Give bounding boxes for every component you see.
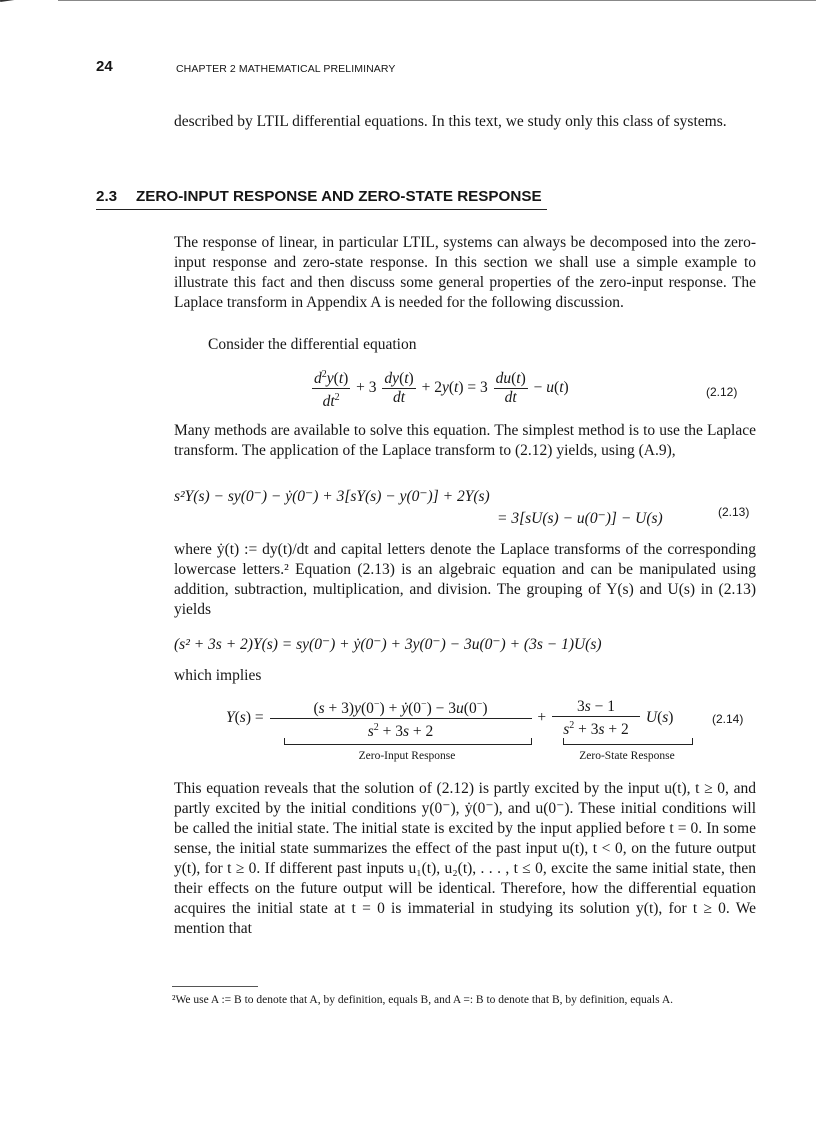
paragraph-where: where ẏ(t) := dy(t)/dt and capital letters denote the Laplace transforms of the corresponding lowercase letters.² Equation (2.13) is an algebraic equation and can be manipulated using addition, subtraction, multiplication, and division. The grouping of Y(s) and U(s) in (2.13) yields bbox=[174, 541, 756, 618]
label-zero-input-response: Zero-Input Response bbox=[358, 750, 456, 762]
intro-paragraph: described by LTIL differential equations. In this text, we study only this class of systems. bbox=[174, 113, 727, 130]
section-title: ZERO-INPUT RESPONSE AND ZERO-STATE RESPONSE bbox=[136, 188, 542, 205]
section-heading bbox=[96, 188, 542, 205]
footnote-2: ²We use A := B to denote that A, by definition, equals B, and A =: B to denote that B, by definition, equals A. bbox=[172, 994, 673, 1006]
section-number: 2.3 bbox=[96, 188, 118, 205]
scan-corner-mark bbox=[0, 0, 40, 2]
section-underline bbox=[96, 209, 547, 210]
equation-2-13-line-2: = 3[sU(s) − u(0⁻)] − U(s) bbox=[497, 510, 663, 527]
paragraph-consider: Consider the differential equation bbox=[208, 336, 417, 353]
equation-2-14: Y(s) = $\frac{(s + 3)y(0^-) + ẏ(0^-) - 3u(0^-)}{s^2 + 3s + 2}$ + $\frac{3s - 1}{s^2 + 3s + 2}$ U(s) bbox=[226, 696, 673, 741]
scan-top-line bbox=[58, 0, 816, 1]
fraction-dy-dt: $\frac{dy(t)}{dt}$ bbox=[384, 370, 414, 407]
paragraph-intro-decomposition: The response of linear, in particular LTIL, systems can always be decomposed into the zero-input response and zero-state response. In this section we shall use a simple example to illustrate this fact and then discuss some general properties of the zero-input response. The Laplace transform in Appendix A is needed for the following discussion. bbox=[174, 234, 756, 311]
underbrace-zero-state bbox=[563, 738, 693, 745]
footnote-rule bbox=[172, 986, 258, 987]
equation-number-2-12: (2.12) bbox=[706, 385, 738, 399]
fraction-du-dt: $\frac{du(t)}{dt}$ bbox=[495, 370, 526, 407]
equation-grouping: (s² + 3s + 2)Y(s) = sy(0⁻) + ẏ(0⁻) + 3y(0⁻) − 3u(0⁻) + (3s − 1)U(s) bbox=[174, 636, 602, 653]
fraction-d2y-dt2: $\frac{d^2y(t)}{dt^2}$ bbox=[314, 369, 349, 411]
fraction-zero-state: $\frac{3s - 1}{s^2 + 3s + 2}$ bbox=[552, 698, 640, 739]
equation-2-13-line-1: s²Y(s) − sy(0⁻) − ẏ(0⁻) + 3[sY(s) − y(0⁻)] + 2Y(s) bbox=[174, 488, 490, 505]
paragraph-which-implies: which implies bbox=[174, 667, 262, 684]
equation-number-2-13: (2.13) bbox=[718, 505, 750, 519]
fraction-zero-input: $\frac{(s + 3)y(0^-) + ẏ(0^-) - 3u(0^-)}{s^2 + 3s + 2}$ bbox=[270, 696, 532, 741]
underbrace-zero-input bbox=[284, 738, 532, 745]
label-zero-state-response: Zero-State Response bbox=[579, 750, 675, 762]
equation-number-2-14: (2.14) bbox=[712, 712, 744, 726]
running-header: CHAPTER 2 MATHEMATICAL PRELIMINARY bbox=[176, 63, 396, 75]
paragraph-initial-state: This equation reveals that the solution of (2.12) is partly excited by the input u(t), t ≥ 0, and partly excited by the initial conditions y(0⁻), ẏ(0⁻), and u(0⁻). These initial conditions will be called the initial state. The initial state is excited by the input applied before t = 0. In some sense, the initial state summarizes the effect of the past input u(t), t < 0, on the future output y(t), for t ≥ 0. If different past inputs u₁(t), u₂(t), . . . , t ≤ 0, excite the same initial state, then their effects on the future output will be identical. Therefore, how the differential equation acquires the initial state at t = 0 is immaterial in studying its solution y(t), for t ≥ 0. We mention that bbox=[174, 780, 756, 937]
equation-2-12: $\frac{d^2y(t)}{dt^2}$ + 3 $\frac{dy(t)}{dt}$ + 2y(t) = 3 $\frac{du(t)}{dt}$ − u(t) bbox=[310, 366, 569, 411]
page-number: 24 bbox=[96, 58, 113, 75]
paragraph-laplace-methods: Many methods are available to solve this equation. The simplest method is to use the Laplace transform. The application of the Laplace transform to (2.12) yields, using (A.9), bbox=[174, 422, 756, 459]
